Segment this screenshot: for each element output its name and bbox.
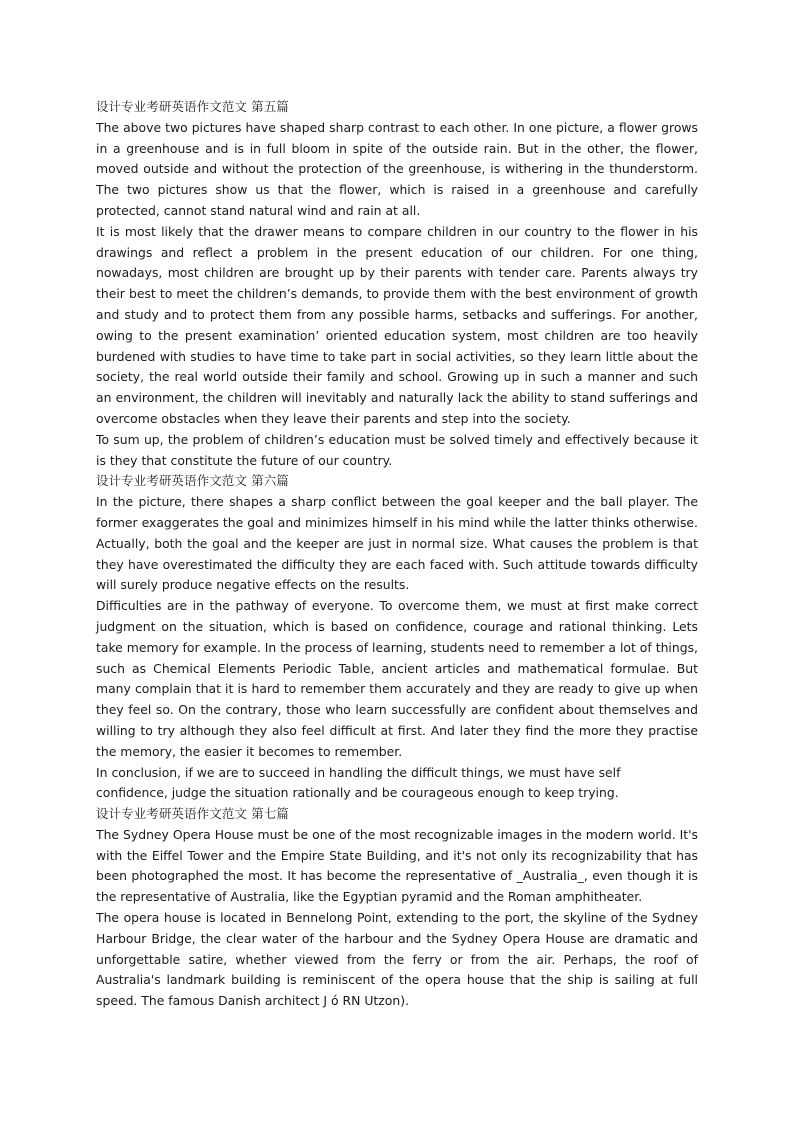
section-heading: 设计专业考研英语作文范文 第六篇: [96, 473, 289, 489]
essay-section-7: [96, 804, 698, 1012]
essay-section-6: [96, 471, 698, 804]
section-heading: 设计专业考研英语作文范文 第七篇: [96, 806, 289, 822]
essay-section-5: [96, 97, 698, 471]
paragraph: In the picture, there shapes a sharp conflict between the goal keeper and the ball player. The former exaggerates the goal and minimizes himself in his mind while the latter thinks otherwise. Actually, both the goal and the keeper are just in normal size. What causes the problem is that they have overestimated the difficulty they are each faced with. Such attitude towards difficulty will surely produce negative effects on the results.: [96, 494, 698, 593]
paragraph: In conclusion, if we are to succeed in handling the difficult things, we must have self: [96, 764, 621, 780]
paragraph: confidence, judge the situation rationally and be courageous enough to keep trying.: [96, 785, 619, 801]
paragraph: To sum up, the problem of children’s education must be solved timely and effectively because it is they that constitute the future of our country.: [96, 431, 698, 468]
paragraph: The above two pictures have shaped sharp contrast to each other. In one picture, a flower grows in a greenhouse and is in full bloom in spite of the outside rain. But in the other, the flower, moved outside and without the protection of the greenhouse, is withering in the thunderstorm. The two pictures show us that the flower, which is raised in a greenhouse and carefully protected, cannot stand natural wind and rain at all.: [96, 119, 698, 218]
paragraph: The Sydney Opera House must be one of the most recognizable images in the modern world. It's with the Eiffel Tower and the Empire State Building, and it's not only its recognizability that has been photographed the most. It has become the representative of _Australia_, even though it is the representative of Australia, like the Egyptian pyramid and the Roman amphitheater.: [96, 826, 698, 905]
paragraph: It is most likely that the drawer means to compare children in our country to the flower in his drawings and reflect a problem in the present education of our children. For one thing, nowadays, most children are brought up by their parents with tender care. Parents always try their best to meet the children’s demands, to provide them with the best environment of growth and study and to protect them from any possible harms, setbacks and sufferings. For another, owing to the present examination’ oriented education system, most children are too heavily burdened with studies to have time to take part in social activities, so they learn little about the society, the real world outside their family and school. Growing up in such a manner and such an environment, the children will inevitably and naturally lack the ability to stand sufferings and overcome obstacles when they leave their parents and step into the society.: [96, 223, 698, 426]
paragraph: Difficulties are in the pathway of everyone. To overcome them, we must at first make correct judgment on the situation, which is based on confidence, courage and rational thinking. Lets take memory for example. In the process of learning, students need to remember a lot of things, such as Chemical Elements Periodic Table, ancient articles and mathematical formulae. But many complain that it is hard to remember them accurately and they are ready to give up when they feel so. On the contrary, those who learn successfully are confident about themselves and willing to try although they also feel difficult at first. And later they find the more they practise the memory, the easier it becomes to remember.: [96, 598, 698, 759]
section-heading: 设计专业考研英语作文范文 第五篇: [96, 99, 289, 114]
document-page: [96, 97, 698, 1012]
paragraph: The opera house is located in Bennelong Point, extending to the port, the skyline of the Sydney Harbour Bridge, the clear water of the harbour and the Sydney Opera House are dramatic and unforgettable satire, whether viewed from the ferry or from the air. Perhaps, the roof of Australia's landmark building is reminiscent of the opera house that the ship is sailing at full speed. The famous Danish architect J ó RN Utzon).: [96, 910, 698, 1009]
